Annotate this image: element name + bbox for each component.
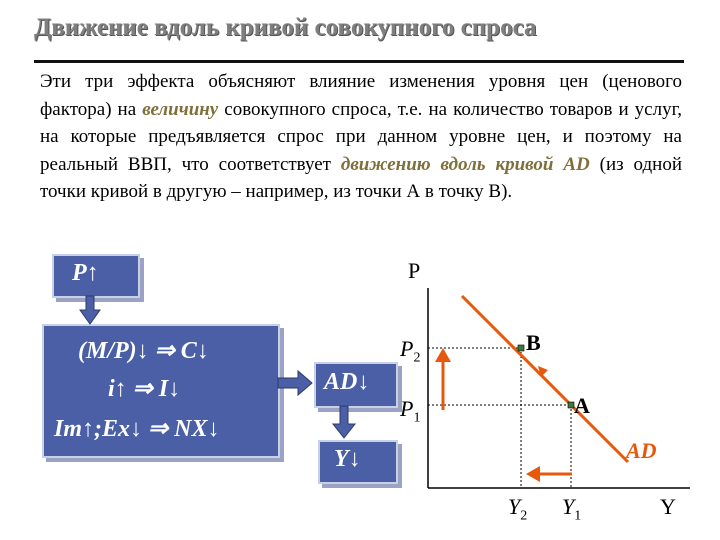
y2-letter: Y	[508, 494, 521, 519]
output-arrow-head	[526, 466, 540, 482]
point-a-label: A	[574, 393, 590, 418]
price-arrow-head	[435, 348, 451, 362]
y1-letter: Y	[562, 494, 575, 519]
y1-sub: 1	[574, 508, 582, 524]
point-b-label: B	[526, 330, 541, 355]
para-highlight-2: движению вдоль кривой AD	[340, 153, 590, 175]
wealth-effect-line: (M/P)↓ ⇒ C↓	[78, 338, 209, 364]
y2-sub: 2	[520, 508, 528, 524]
ad-curve	[462, 296, 628, 462]
p2-sub: 2	[413, 350, 421, 366]
p2-label	[400, 336, 420, 366]
y1-label	[562, 494, 581, 524]
interest-effect-line: i↑ ⇒ I↓	[108, 376, 181, 402]
ad-curve-label: AD	[626, 438, 657, 463]
page-title: Движение вдоль кривой совокупного спроса	[34, 14, 537, 41]
axis-y-label: Y	[660, 494, 676, 519]
import-effect-line: Im↑;Ex↓ ⇒ NX↓	[54, 416, 220, 442]
para-text-1: Эти три эффекта объясняют влияние изменения уровня цен (ценового фактора) на	[40, 71, 682, 120]
p2-letter: P	[400, 336, 414, 361]
p1-letter: P	[400, 396, 414, 421]
point-b-marker	[518, 345, 524, 351]
ad-decrease-label: AD↓	[324, 369, 370, 395]
para-text-2: совокупного спроса, т.е. на количество товаров и услуг, на которые предъявляется спрос при данном уровне цен, и поэтому на реальный ВВП, что соответствует	[40, 98, 683, 175]
p1-sub: 1	[413, 410, 421, 426]
p1-label	[400, 396, 420, 426]
price-rise-label: P↑	[72, 260, 99, 286]
y-decrease-label: Y↓	[334, 446, 361, 472]
y2-label	[508, 494, 527, 524]
axis-p-label: P	[408, 258, 421, 283]
para-text-3: (из одной точки кривой в другую – например, из точки А в точку В).	[40, 153, 682, 202]
para-highlight-1: величину	[142, 98, 219, 120]
